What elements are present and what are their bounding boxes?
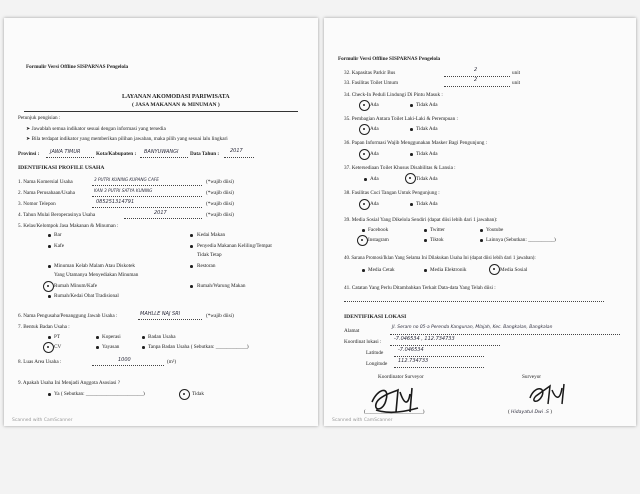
option-ya[interactable]: Ya ( Sebutkan: ______________________) bbox=[54, 391, 145, 397]
provinsi-value[interactable]: JAWA TIMUR bbox=[50, 149, 81, 155]
kota-label: Kota/Kabupaten : bbox=[96, 151, 137, 157]
option-bar[interactable]: Bar bbox=[54, 232, 62, 238]
bullet bbox=[96, 336, 99, 339]
bullet bbox=[410, 128, 413, 131]
tahun-line bbox=[224, 157, 254, 158]
provinsi-line bbox=[46, 157, 94, 158]
field-8-line bbox=[92, 365, 164, 366]
field-3-value[interactable]: 085251314791 bbox=[96, 199, 135, 205]
bullet bbox=[410, 203, 413, 206]
bullet bbox=[410, 153, 413, 156]
field-8-label: 8. Luas Area Usaha : bbox=[18, 359, 62, 365]
longitude-line bbox=[394, 367, 484, 368]
field-6-line bbox=[138, 319, 202, 320]
bullet bbox=[493, 268, 496, 271]
surveyor-name: ( Hidayatul Dwi .S ) bbox=[508, 409, 552, 415]
field-3-label: 3. Nomor Telepon bbox=[18, 201, 56, 207]
q33-line bbox=[444, 86, 510, 87]
surveyor-signature bbox=[524, 380, 574, 410]
field-6-value[interactable]: MAHLLE NAJ SRI bbox=[140, 311, 181, 317]
q36-ada[interactable]: Ada bbox=[370, 151, 379, 157]
bullet bbox=[47, 285, 50, 288]
required-note: (*wajib diisi) bbox=[206, 190, 234, 196]
q39-label: 39. Media Sosial Yang Dikelola Sendiri (dapat diisi lebih dari 1 jawaban): bbox=[344, 217, 498, 223]
bullet bbox=[480, 229, 483, 232]
q38-ada[interactable]: Ada bbox=[370, 201, 379, 207]
form-title: LAYANAN AKOMODASI PARIWISATA bbox=[122, 94, 230, 100]
option-kedai-obat[interactable]: Rumah/Kedai Obat Tradisional bbox=[54, 293, 119, 299]
bullet bbox=[361, 239, 364, 242]
bullet bbox=[424, 229, 427, 232]
bullet bbox=[480, 239, 483, 242]
alamat-value[interactable]: Jl. Seram no 05-a Perenda Kangunan, Mlajah, Kec. Bangkalan, Bangkalan bbox=[392, 325, 553, 330]
field-4-value[interactable]: 2017 bbox=[154, 210, 167, 216]
field-8-value[interactable]: 1000 bbox=[118, 357, 131, 363]
required-note: (*wajib diisi) bbox=[206, 313, 234, 319]
field-2-value[interactable]: KAN 3 PUTRI SATYA KUNING bbox=[94, 188, 153, 193]
bullet bbox=[48, 234, 51, 237]
q38-label: 38. Fasilitas Cuci Tangan Untuk Pengunjung : bbox=[344, 190, 440, 196]
bullet bbox=[190, 245, 193, 248]
bullet bbox=[96, 346, 99, 349]
field-4-line bbox=[124, 218, 202, 219]
option-rumah-minum[interactable]: Rumah Minum/Kafe bbox=[54, 283, 98, 289]
q32-unit: unit bbox=[512, 70, 521, 76]
option-twitter[interactable]: Twitter bbox=[430, 227, 445, 233]
q32-value[interactable]: 2 bbox=[474, 67, 478, 73]
bullet bbox=[142, 346, 145, 349]
bullet bbox=[48, 265, 51, 268]
option-media-cetak[interactable]: Media Cetak bbox=[368, 267, 395, 273]
bullet bbox=[363, 104, 366, 107]
form-page-2 bbox=[324, 18, 636, 426]
bullet bbox=[363, 203, 366, 206]
bullet bbox=[142, 336, 145, 339]
option-penyedia[interactable]: Penyedia Makanan Keliling/Tempat bbox=[197, 243, 272, 249]
option-tanpa-badan[interactable]: Tanpa Badan Usaha ( Sebutkan: ____________) bbox=[148, 344, 249, 350]
option-tiktok[interactable]: Tiktok bbox=[430, 237, 444, 243]
koordinat-line bbox=[390, 345, 500, 346]
bullet bbox=[48, 393, 51, 396]
provinsi-label: Provinsi : bbox=[18, 151, 40, 157]
field-5-label: 5. Kelas/Kelompok Jasa Makanan & Minuman : bbox=[18, 223, 119, 229]
bullet bbox=[424, 239, 427, 242]
kota-line bbox=[140, 157, 188, 158]
option-kafe[interactable]: Kafe bbox=[54, 243, 65, 249]
alamat-line bbox=[390, 334, 620, 335]
field-6-label: 6. Nama Pengusaha/Penanggung Jawab Usaha : bbox=[18, 313, 118, 319]
bullet bbox=[48, 295, 51, 298]
required-note: (*wajib diisi) bbox=[206, 201, 234, 207]
bullet bbox=[362, 229, 365, 232]
surveyor-label: Surveyor bbox=[522, 374, 542, 380]
notes-line bbox=[344, 301, 604, 302]
bullet bbox=[363, 153, 366, 156]
bullet bbox=[363, 128, 366, 131]
field-2-line bbox=[92, 196, 202, 197]
required-note: (*wajib diisi) bbox=[206, 179, 234, 185]
bullet bbox=[410, 104, 413, 107]
q32-label: 32. Kapasitas Parkir Bus bbox=[344, 70, 396, 76]
coordinator-name-blank: (______________________) bbox=[364, 409, 425, 415]
q37-ada[interactable]: Ada bbox=[370, 176, 379, 182]
q34-ada[interactable]: Ada bbox=[370, 102, 379, 108]
bullet bbox=[362, 269, 365, 272]
form-header: Formulir Versi Offline SISPARNAS Pengelola bbox=[338, 56, 441, 62]
q35-label: 35. Pembagian Antara Toilet Laki-Laki & Perempuan : bbox=[344, 116, 458, 122]
form-page-1 bbox=[4, 18, 318, 426]
option-kedai-makan[interactable]: Kedai Makan bbox=[197, 232, 226, 238]
bullet bbox=[190, 285, 193, 288]
alamat-label: Alamat bbox=[344, 328, 360, 334]
q33-label: 33. Fasilitas Toilet Umum bbox=[344, 80, 399, 86]
latitude-label: Latitude bbox=[366, 350, 384, 356]
option-kelab-malam[interactable]: Minuman Kelab Malam Atau Diskotek bbox=[54, 263, 135, 269]
kota-value[interactable]: BANYUWANGI bbox=[144, 149, 179, 155]
option-pt[interactable]: PT bbox=[54, 334, 61, 340]
field-3-line bbox=[92, 207, 202, 208]
instruction-2: ➤ Bila terdapat indikator yang memberikan pilihan jawaban, maka pilih yang sesuai lalu lingkari bbox=[26, 136, 228, 142]
tahun-label: Data Tahun : bbox=[190, 151, 220, 157]
tahun-value[interactable]: 2017 bbox=[230, 148, 243, 154]
form-subtitle: ( JASA MAKANAN & MINUMAN ) bbox=[132, 102, 220, 108]
scanner-watermark: Scanned with CamScanner bbox=[12, 418, 73, 423]
q38-tidak-ada[interactable]: Tidak Ada bbox=[416, 201, 438, 207]
field-4-label: 4. Tahun Mulai Beroperasinya Usaha bbox=[18, 212, 96, 218]
option-media-sosial[interactable]: Media Sosial bbox=[500, 267, 528, 273]
q35-tidak-ada[interactable]: Tidak Ada bbox=[416, 126, 438, 132]
option-rumah-makan[interactable]: Rumah/Warung Makan bbox=[197, 283, 246, 289]
q34-tidak-ada[interactable]: Tidak Ada bbox=[416, 102, 438, 108]
required-note: (*wajib diisi) bbox=[206, 212, 234, 218]
bullet bbox=[48, 245, 51, 248]
q34-label: 34. Check-In Peduli Lindungi Di Pintu Masuk : bbox=[344, 92, 443, 98]
bullet bbox=[183, 393, 186, 396]
option-restoran[interactable]: Restoran bbox=[197, 263, 216, 269]
q37-label: 37. Ketersediaan Toilet Khusus Disabilitas & Lansia : bbox=[344, 165, 456, 171]
option-koperasi[interactable]: Koperasi bbox=[102, 334, 121, 340]
field-7-label: 7. Bentuk Badan Usaha : bbox=[18, 324, 70, 330]
option-facebook[interactable]: Facebook bbox=[368, 227, 389, 233]
scanner-watermark: Scanned with CamScanner bbox=[332, 418, 393, 423]
field-1-value[interactable]: 3 PUTRI KUNING KUPANG CAFE bbox=[94, 177, 159, 182]
field-8-unit: (m²) bbox=[167, 359, 177, 365]
section-lokasi-title: IDENTIFIKASI LOKASI bbox=[344, 314, 407, 320]
bullet bbox=[364, 178, 367, 181]
bullet bbox=[409, 177, 412, 180]
option-instagram[interactable]: Instagram bbox=[368, 237, 389, 243]
option-tidak[interactable]: Tidak bbox=[192, 391, 204, 397]
q41-label: 41. Catatan Yang Perlu Ditambahkan Terkait Data-data Yang Telah diisi : bbox=[344, 285, 496, 291]
q36-label: 36. Papan Informasi Wajib Menggunakan Masker Bagi Pengunjung : bbox=[344, 140, 488, 146]
q35-ada[interactable]: Ada bbox=[370, 126, 379, 132]
field-9-label: 9. Apakah Usaha Ini Menjadi Anggota Asosiasi ? bbox=[18, 380, 121, 386]
option-yayasan[interactable]: Yayasan bbox=[102, 344, 120, 350]
q33-value[interactable]: 2 bbox=[474, 77, 478, 83]
q37-tidak-ada[interactable]: Tidak Ada bbox=[416, 176, 438, 182]
form-header: Formulir Versi Offline SISPARNAS Pengelola bbox=[26, 64, 129, 70]
field-2-label: 2. Nama Perusahaan/Usaha bbox=[18, 190, 75, 196]
koordinator-surveyor-label: Koordinator Surveyor bbox=[378, 374, 424, 380]
koordinat-value[interactable]: -7.046534 , 112.734733 bbox=[394, 336, 455, 342]
bullet bbox=[48, 336, 51, 339]
instruction-1: ➤ Jawablah semua indikator sesuai dengan informasi yang tersedia bbox=[26, 126, 166, 132]
longitude-value[interactable]: 112.734733 bbox=[398, 358, 429, 364]
q36-tidak-ada[interactable]: Tidak Ada bbox=[416, 151, 438, 157]
field-1-label: 1. Nama Komersial Usaha bbox=[18, 179, 73, 185]
latitude-line bbox=[394, 356, 484, 357]
q40-label: 40. Sarana Promosi/Iklan Yang Selama Ini Dilakukan Usaha Ini (dapat diisi lebih dari 1 jawaban): bbox=[344, 256, 536, 261]
latitude-value[interactable]: -7.046534 bbox=[398, 347, 424, 353]
option-penyedia-line2: Tidak Tetap bbox=[197, 252, 222, 258]
option-kelab-malam-line2: Yang Utamanya Menyediakan Minuman bbox=[54, 272, 139, 278]
q33-unit: unit bbox=[512, 80, 521, 86]
bullet bbox=[190, 265, 193, 268]
bullet bbox=[424, 269, 427, 272]
instruction-label: Petunjuk pengisian : bbox=[18, 115, 61, 121]
option-cv[interactable]: CV bbox=[54, 344, 62, 350]
koordinat-label: Koordinat lokasi : bbox=[344, 339, 382, 345]
bullet bbox=[47, 346, 50, 349]
bullet bbox=[190, 234, 193, 237]
divider bbox=[24, 111, 298, 112]
option-lainnya[interactable]: Lainnya (Sebutkan: __________) bbox=[486, 237, 556, 243]
longitude-label: Longitude bbox=[366, 361, 388, 367]
option-badan-usaha[interactable]: Badan Usaha bbox=[148, 334, 176, 340]
field-1-line bbox=[92, 185, 202, 186]
option-media-elektronik[interactable]: Media Elektronik bbox=[430, 267, 467, 273]
section-profile-title: IDENTIFIKASI PROFILE USAHA bbox=[18, 165, 105, 171]
option-youtube[interactable]: Youtube bbox=[486, 227, 504, 233]
